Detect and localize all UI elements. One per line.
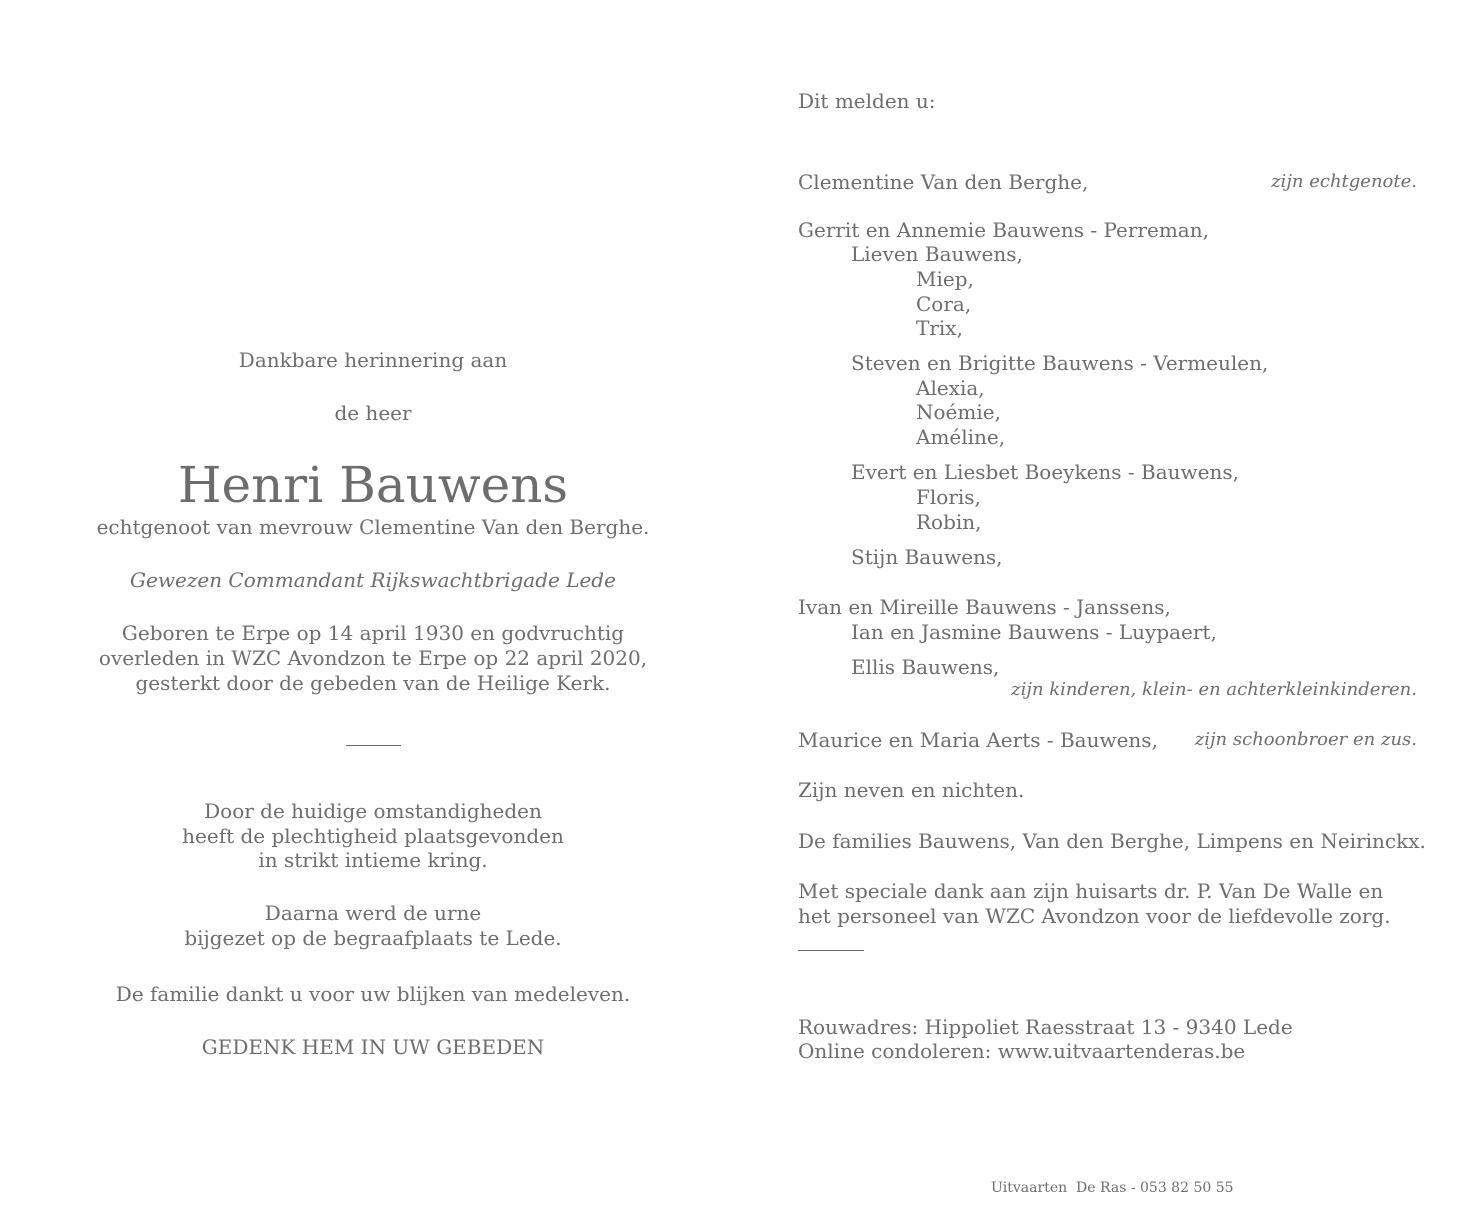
urn-line-1: Daarna werd de urne: [264, 901, 482, 925]
families-text: De families Bauwens, Van den Berghe, Limpens en Neirinckx.: [798, 829, 1426, 853]
family-member: Gerrit en Annemie Bauwens - Perreman,: [798, 218, 1209, 242]
online-condolence-text: Online condoleren: www.uitvaartenderas.be: [798, 1039, 1246, 1063]
intro-text: Dankbare herinnering aan: [238, 348, 508, 372]
in-laws-name: Maurice en Maria Aerts - Bauwens,: [798, 728, 1158, 752]
announce-header: Dit melden u:: [798, 89, 936, 113]
address-text: Rouwadres: Hippoliet Raesstraat 13 - 9340 Lede: [798, 1015, 1293, 1039]
family-member: Stijn Bauwens,: [851, 545, 1003, 569]
spouse-line: echtgenoot van mevrouw Clementine Van den Berghe.: [96, 515, 650, 539]
thanks-text: De familie dankt u voor uw blijken van medeleven.: [115, 982, 631, 1006]
funeral-home-footer: Uitvaarten De Ras - 053 82 50 55: [991, 1180, 1234, 1196]
function-line: Gewezen Commandant Rijkswachtbrigade Lede: [130, 568, 616, 592]
family-member: Trix,: [916, 316, 963, 340]
family-member: Steven en Brigitte Bauwens - Vermeulen,: [851, 351, 1269, 375]
deceased-name: Henri Bauwens: [177, 456, 569, 514]
family-member: Alexia,: [916, 376, 985, 400]
honorific: de heer: [334, 401, 412, 425]
urn-line-2: bijgezet op de begraafplaats te Lede.: [184, 926, 562, 950]
family-member: Evert en Liesbet Boeykens - Bauwens,: [851, 460, 1239, 484]
circumstances-line-3: in strikt intieme kring.: [258, 848, 488, 872]
family-member: Ian en Jasmine Bauwens - Luypaert,: [851, 620, 1217, 644]
family-member: Robin,: [916, 510, 982, 534]
family-member: Miep,: [916, 267, 974, 291]
children-role: zijn kinderen, klein- en achterkleinkinderen.: [1011, 679, 1417, 700]
family-member: Noémie,: [916, 400, 1001, 424]
family-member: Améline,: [916, 425, 1006, 449]
family-member: Ellis Bauwens,: [851, 655, 1000, 679]
special-thanks-line-1: Met speciale dank aan zijn huisarts dr. P. Van De Walle en: [798, 879, 1384, 903]
special-thanks-line-2: het personeel van WZC Avondzon voor de liefdevolle zorg.: [798, 904, 1391, 928]
family-member: Ivan en Mireille Bauwens - Janssens,: [798, 595, 1171, 619]
family-member: Floris,: [916, 485, 981, 509]
bio-line-3: gesterkt door de gebeden van de Heilige Kerk.: [135, 671, 611, 695]
bio-line-1: Geboren te Erpe op 14 april 1930 en godvruchtig: [121, 621, 625, 645]
family-member: Cora,: [916, 292, 972, 316]
right-divider: [798, 950, 864, 951]
left-divider: [346, 745, 401, 746]
prayer-text: GEDENK HEM IN UW GEBEDEN: [201, 1035, 545, 1059]
in-laws-role: zijn schoonbroer en zus.: [1194, 729, 1417, 750]
spouse-role: zijn echtgenote.: [1271, 171, 1417, 192]
bio-line-2: overleden in WZC Avondzon te Erpe op 22 april 2020,: [98, 646, 648, 670]
circumstances-line-2: heeft de plechtigheid plaatsgevonden: [182, 824, 564, 848]
cousins-text: Zijn neven en nichten.: [798, 778, 1025, 802]
spouse-name: Clementine Van den Berghe,: [798, 170, 1089, 194]
family-member: Lieven Bauwens,: [851, 242, 1023, 266]
circumstances-line-1: Door de huidige omstandigheden: [204, 799, 542, 823]
